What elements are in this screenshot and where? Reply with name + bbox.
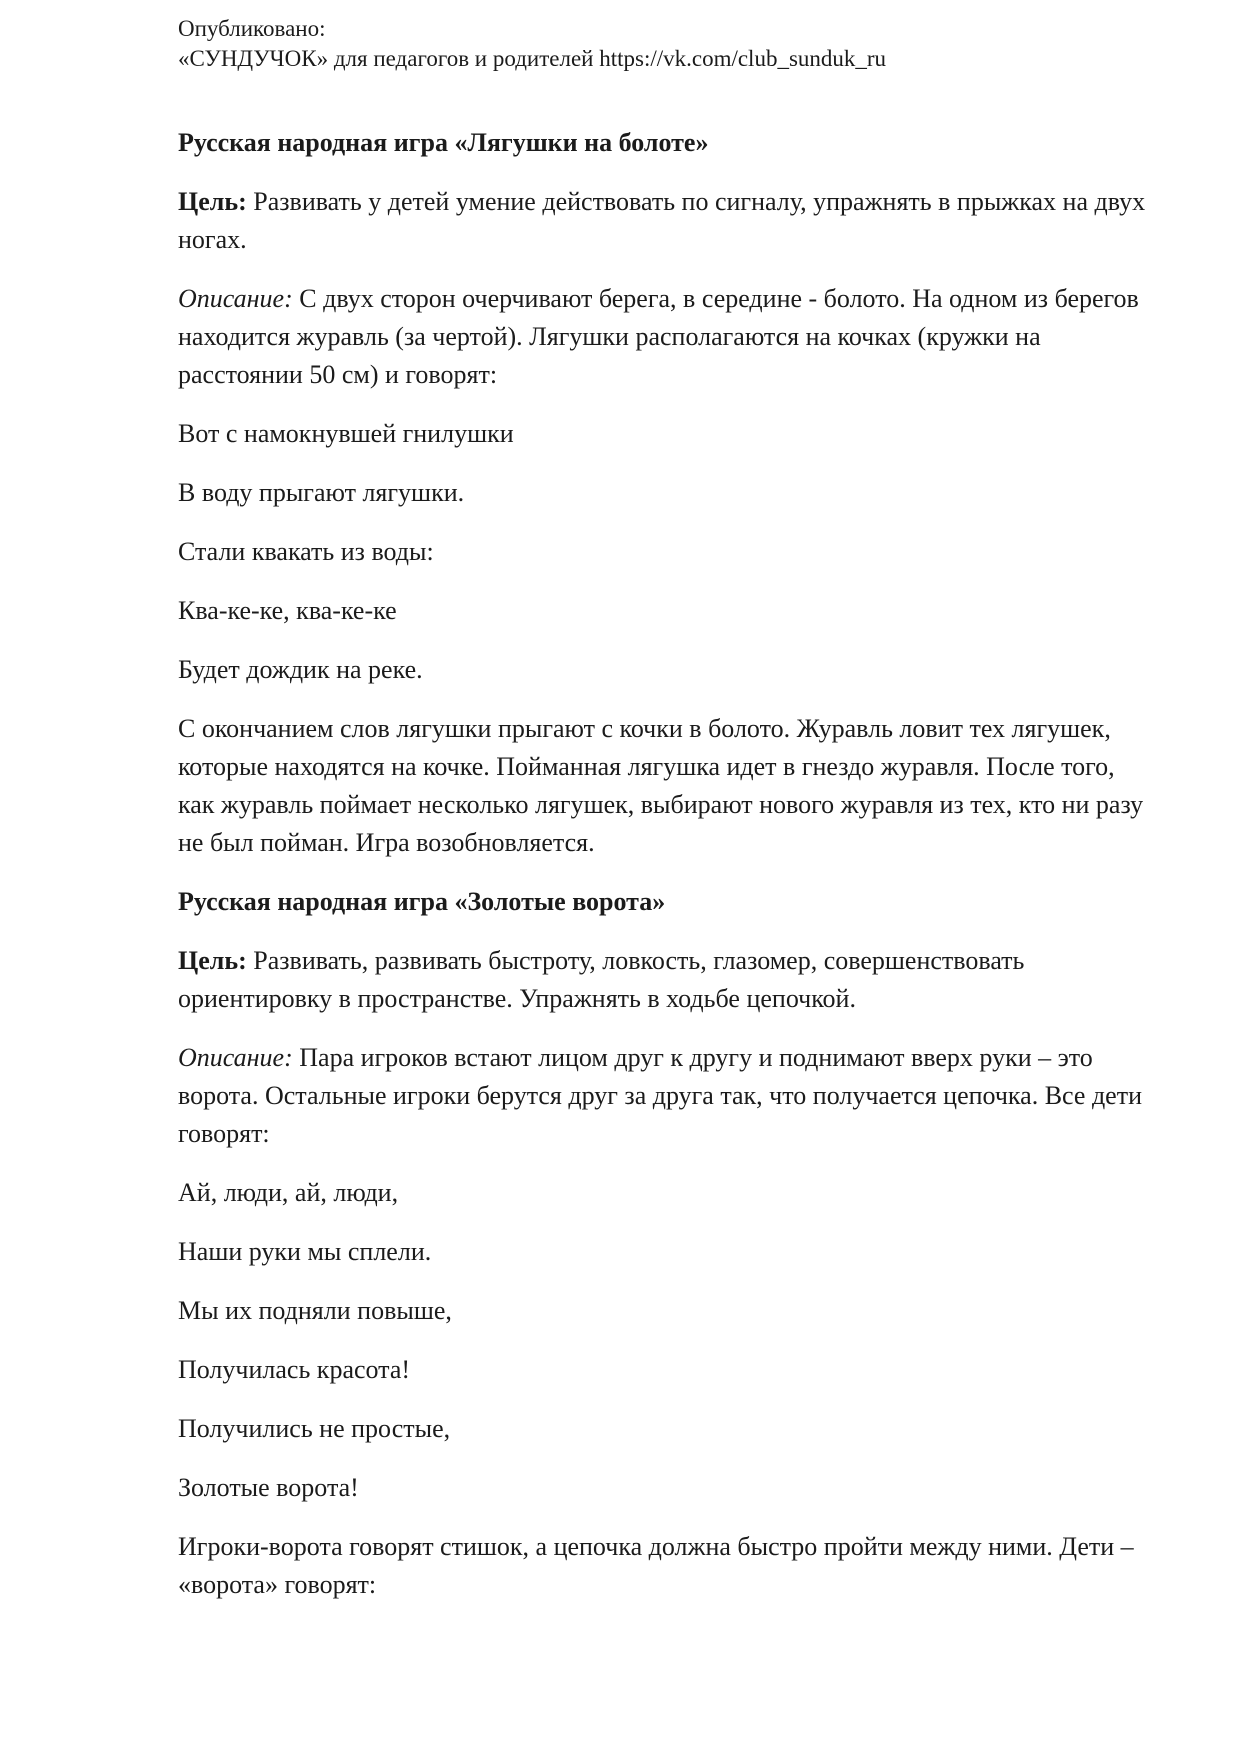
game2-description-label: Описание: — [178, 1043, 293, 1072]
game2-description-paragraph — [178, 1039, 1148, 1153]
document-body — [178, 124, 1148, 1625]
source-line: «СУНДУЧОК» для педагогов и родителей https://vk.com/club_sunduk_ru — [178, 46, 887, 71]
game2-verse-line: Получилась красота! — [178, 1355, 411, 1384]
game2-verse-line: Мы их подняли повыше, — [178, 1296, 452, 1325]
game1-verse-line: Ква-ке-ке, ква-ке-ке — [178, 596, 397, 625]
game1-verse-line: Будет дождик на реке. — [178, 655, 423, 684]
game1-title: Русская народная игра «Лягушки на болоте» — [178, 128, 709, 157]
game1-verse-line: Вот с намокнувшей гнилушки — [178, 419, 514, 448]
game2-goal-label: Цель: — [178, 946, 247, 975]
game2-verse-line: Получились не простые, — [178, 1414, 451, 1443]
game1-goal-text: Развивать у детей умение действовать по сигналу, упражнять в прыжках на двух ногах. — [178, 187, 1146, 254]
game2-goal-text: Развивать, развивать быстроту, ловкость, глазомер, совершенствовать ориентировку в пространстве. Упражнять в ходьбе цепочкой. — [178, 946, 1025, 1013]
game2-description-text: Пара игроков встают лицом друг к другу и поднимают вверх руки – это ворота. Остальные игроки берутся друг за друга так, что получается цепочка. Все дети говорят: — [178, 1043, 1142, 1148]
game2-ending-paragraph: Игроки-ворота говорят стишок, а цепочка должна быстро пройти между ними. Дети – «ворота» говорят: — [178, 1532, 1134, 1599]
game1-description-paragraph — [178, 280, 1148, 394]
page-header — [178, 14, 886, 74]
game1-goal-label: Цель: — [178, 187, 247, 216]
game1-verse-line: Стали квакать из воды: — [178, 537, 434, 566]
game1-verse-line: В воду прыгают лягушки. — [178, 478, 465, 507]
game2-verse-line: Золотые ворота! — [178, 1473, 359, 1502]
game1-ending-paragraph: С окончанием слов лягушки прыгают с кочки в болото. Журавль ловит тех лягушек, которые находятся на кочке. Пойманная лягушка идет в гнездо журавля. После того, как журавль поймает несколько лягушек, выбирают нового журавля из тех, кто ни разу не был пойман. Игра возобновляется. — [178, 714, 1144, 857]
game2-title: Русская народная игра «Золотые ворота» — [178, 887, 666, 916]
game1-goal-paragraph — [178, 183, 1148, 259]
game1-description-text: С двух сторон очерчивают берега, в середине - болото. На одном из берегов находится журавль (за чертой). Лягушки располагаются на кочках (кружки на расстоянии 50 см) и говорят: — [178, 284, 1139, 389]
published-label: Опубликовано: — [178, 16, 326, 41]
game1-description-label: Описание: — [178, 284, 293, 313]
game2-verse-line: Ай, люди, ай, люди, — [178, 1178, 399, 1207]
game2-goal-paragraph — [178, 942, 1148, 1018]
game2-verse-line: Наши руки мы сплели. — [178, 1237, 432, 1266]
